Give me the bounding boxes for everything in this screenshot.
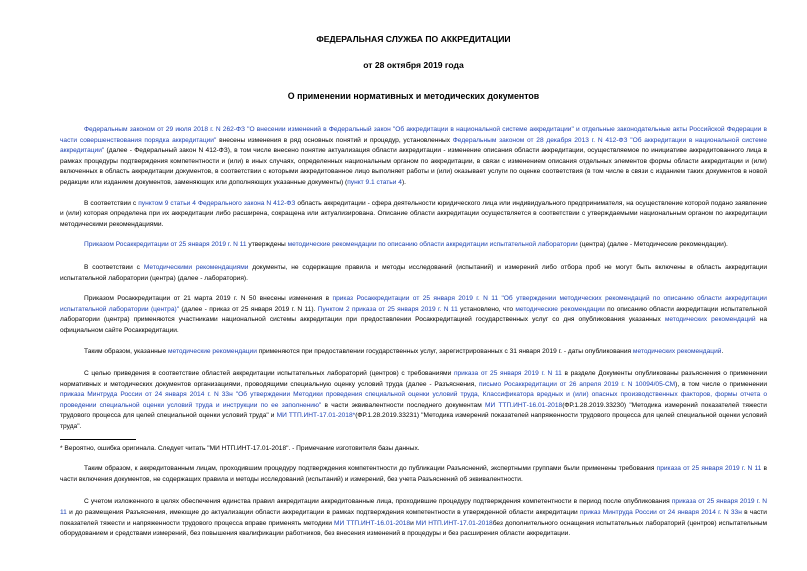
letter-10094-link[interactable]: письмо Росаккредитации от 26 апреля 2019 г. N 10094/05-СМ [478, 380, 676, 388]
paragraph-7 [60, 369, 767, 433]
article-4-clause-9-link[interactable]: пунктом 9 статьи 4 Федерального закона N 412-ФЗ [138, 199, 296, 207]
paragraph-text: на официальном сайте Росаккредитации. [60, 316, 767, 334]
paragraph-5 [60, 294, 767, 336]
order-11-full-link[interactable]: приказ Росаккредитации от 25 января 2019 г. N 11 "Об утверждении методических рекомендаций по описанию области аккредитации испытательной лаборатории (центра)" [60, 295, 767, 313]
order-11-link[interactable]: приказа от 25 января 2019 г. N 11 [453, 370, 562, 378]
methodical-recommendations-link[interactable]: методические рекомендации по описанию области аккредитации испытательной лаборатории [287, 241, 578, 249]
paragraph-text: (далее - приказ от 25 января 2019 г. N 11). [179, 305, 318, 313]
law-412-fz-link[interactable]: Федеральным законом от 28 декабря 2013 г. N 412-ФЗ "Об аккредитации в национальной системе аккредитации" [60, 136, 767, 155]
paragraph-text: Таким образом, указанные [84, 347, 168, 355]
paragraph-text: (ФР.1.28.2019.33230) "Методика измерений показателей тяжести трудового процесса для целей специальной оценки условий труда" и [60, 401, 767, 420]
mintrud-order-33n-link[interactable]: приказа Минтруда России от 24 января 2014 г. N 33н "Об утверждении Методики проведения специальной оценки условий труда, Классификатора вредных и (или) опасных производственных факторов, формы отчета о проведении специальной оценки условий труда и инструкции по ее заполнению" [60, 391, 767, 409]
order-11-clause-2-link[interactable]: Пунктом 2 приказа от 25 января 2019 г. N 11 [317, 305, 458, 313]
paragraph-text: без дополнительного оснащения испытательных лабораторий (центров) испытательным оборудованием и средствами измерений, без повышения квалификации работников, без внесения изменений в процедуры и без расширения области аккредитации. [60, 519, 767, 538]
paragraph-text: В соответствии с [84, 199, 139, 207]
paragraph-8 [60, 464, 767, 485]
paragraph-text: в разделе Документы опубликованы разъяснения о применении нормативных и методических документов организациями, проводящими специальную оценку условий труда (далее - Разъяснения, [60, 370, 767, 388]
paragraph-text: и до размещения Разъяснения, имеющие до актуализации области аккредитации в рамках подтверждения компетентности в утвержденной области аккредитации [66, 509, 580, 517]
paragraph-1 [60, 125, 767, 189]
order-11-link[interactable]: Приказом Росаккредитации от 25 января 2019 г. N 11 [84, 241, 247, 249]
paragraph-4 [60, 263, 767, 284]
methodical-recommendations-link[interactable]: методические рекомендации [167, 347, 257, 355]
methodical-recommendations-link[interactable]: методических рекомендаций [664, 316, 756, 324]
paragraph-text: ). [401, 178, 406, 186]
paragraph-6 [60, 347, 767, 358]
paragraph-text: Таким образом, к аккредитованным лицам, проходившим процедуру подтверждения компетентности до публикации Разъяснений, экспертными группами были применены требования [84, 465, 657, 473]
paragraph-text: ), в том числе о применении [675, 380, 767, 388]
methodical-recommendations-link[interactable]: методические рекомендации [515, 305, 605, 313]
paragraph-text: (центра) (далее - Методические рекомендации). [577, 241, 728, 249]
paragraph-text: в части показателей тяжести и напряженности трудового процесса вправе применять методики [60, 509, 767, 527]
paragraph-text: . [721, 347, 724, 355]
mi-ntp-17-link[interactable]: МИ НТП.ИНТ-17.01-2018 [415, 519, 493, 527]
paragraph-text: в части эквивалентности последнего документам [321, 401, 485, 409]
paragraph-text: область аккредитации - сфера деятельности юридического лица или индивидуального предпринимателя, на осуществление которой подано заявление и (или) которая определена при их аккредитации либо расширена, сокращена или актуализирована. Описание области аккредитации осуществляется в соответствии с утверждаемыми национальным органом по аккредитации методическими рекомендациями. [60, 199, 767, 228]
paragraph-text: (далее - Федеральный закон N 412-ФЗ), в том числе внесено понятие актуализация области аккредитации - изменение описания области аккредитации, осуществляемое по инициативе аккредитованного лица в рамках процедуры подтверждения компетентности и (или) в иных случаях, определенных национальным органом по аккредитации, в связи с изменением описания отдельных элементов формы области аккредитации и (или) включенных в область аккредитации документов, в соответствии с которыми аккредитованное лицо выполняет работы и (или) оказывает услуги по оценке соответствия (в том числе в связи с изданием таких документов в новой редакции или изданием документов, заменяющих или дополняющих указанные документы) ( [60, 147, 767, 186]
mi-ttp-17-link[interactable]: МИ ТТП.ИНТ-17.01-2018* [276, 412, 356, 420]
paragraph-text: Приказом Росаккредитации от 21 марта 2019 г. N 50 внесены изменения в [84, 295, 333, 303]
document-title: О применении нормативных и методических документов [287, 91, 540, 101]
paragraph-text: в части включения документов, не содержащих правила и методы исследований (испытаний) и измерений, без учета Разъяснений об эквивалентности. [60, 465, 767, 483]
document-body [60, 125, 767, 540]
paragraph-text: (ФР.1.28.2019.33231) "Методика измерений показателей напряженности трудового процесса для целей специальной оценки условий труда". [60, 412, 767, 431]
document-date: от 28 октября 2019 года [363, 60, 464, 70]
mintrud-order-33n-link[interactable]: приказ Минтруда России от 24 января 2014 г. N 33н [579, 509, 742, 517]
mi-ttp-16-link[interactable]: МИ ТТП.ИНТ-16.01-2018 [485, 401, 563, 409]
law-262-fz-link[interactable]: Федеральным законом от 29 июля 2018 г. N 262-ФЗ "О внесении изменений в Федеральный закон "Об аккредитации в национальной системе аккредитации" и отдельные законодательные акты Российской Федерации в части совершенствования порядка аккредитации" [60, 126, 767, 144]
methodical-recommendations-link[interactable]: Методическими рекомендациями [143, 263, 249, 271]
paragraph-text: по описанию области аккредитации испытательной лаборатории (центра) применяются участниками национальной системы аккредитации при предоставлении Росаккредитацией государственных услуг со дня опубликования указанных [60, 305, 767, 324]
footnote: * Вероятно, ошибка оригинала. Следует читать "МИ НТП.ИНТ-17.01-2018". - Примечание изготовителя базы данных. [60, 444, 420, 452]
order-11-link[interactable]: приказа от 25 января 2019 г. N 11 [656, 465, 762, 473]
agency-heading: ФЕДЕРАЛЬНАЯ СЛУЖБА ПО АККРЕДИТАЦИИ [316, 34, 511, 44]
paragraph-text: утверждены [246, 241, 288, 249]
methodical-recommendations-link[interactable]: методических рекомендаций [632, 347, 722, 355]
article-4-clause-9-1-link[interactable]: пункт 9.1 статьи 4 [347, 178, 402, 186]
footnote-divider [60, 439, 136, 440]
paragraph-text: В соответствии с [84, 263, 144, 271]
mi-ttp-16-link[interactable]: МИ ТТП.ИНТ-16.01-2018 [334, 519, 411, 527]
paragraph-text: и [410, 519, 416, 527]
paragraph-text: применяются при предоставлении государственных услуг, зарегистрированных с 31 января 2019 г. - даты опубликования [256, 347, 633, 355]
paragraph-3 [60, 240, 767, 251]
paragraph-2 [60, 199, 767, 231]
paragraph-text: С учетом изложенного в целях обеспечения единства правил аккредитации аккредитованные лица, проходившие процедуру подтверждения компетентности в период после опубликования [84, 498, 672, 506]
paragraph-text: С целью приведения в соответствие областей аккредитации испытательных лабораторий (центров) с требованиями [84, 370, 454, 378]
paragraph-9 [60, 497, 767, 539]
paragraph-text: установлено, что [457, 305, 516, 313]
paragraph-text: документы, не содержащие правила и методы исследований (испытаний) и измерений либо отбора проб не могут быть включены в область аккредитации испытательной лаборатории (центра) (далее - лаборатория). [60, 263, 768, 282]
paragraph-text: внесены изменения в ряд основных понятий и процедур, установленных [216, 136, 453, 144]
order-11-link[interactable]: приказа от 25 января 2019 г. N 11 [60, 498, 767, 517]
